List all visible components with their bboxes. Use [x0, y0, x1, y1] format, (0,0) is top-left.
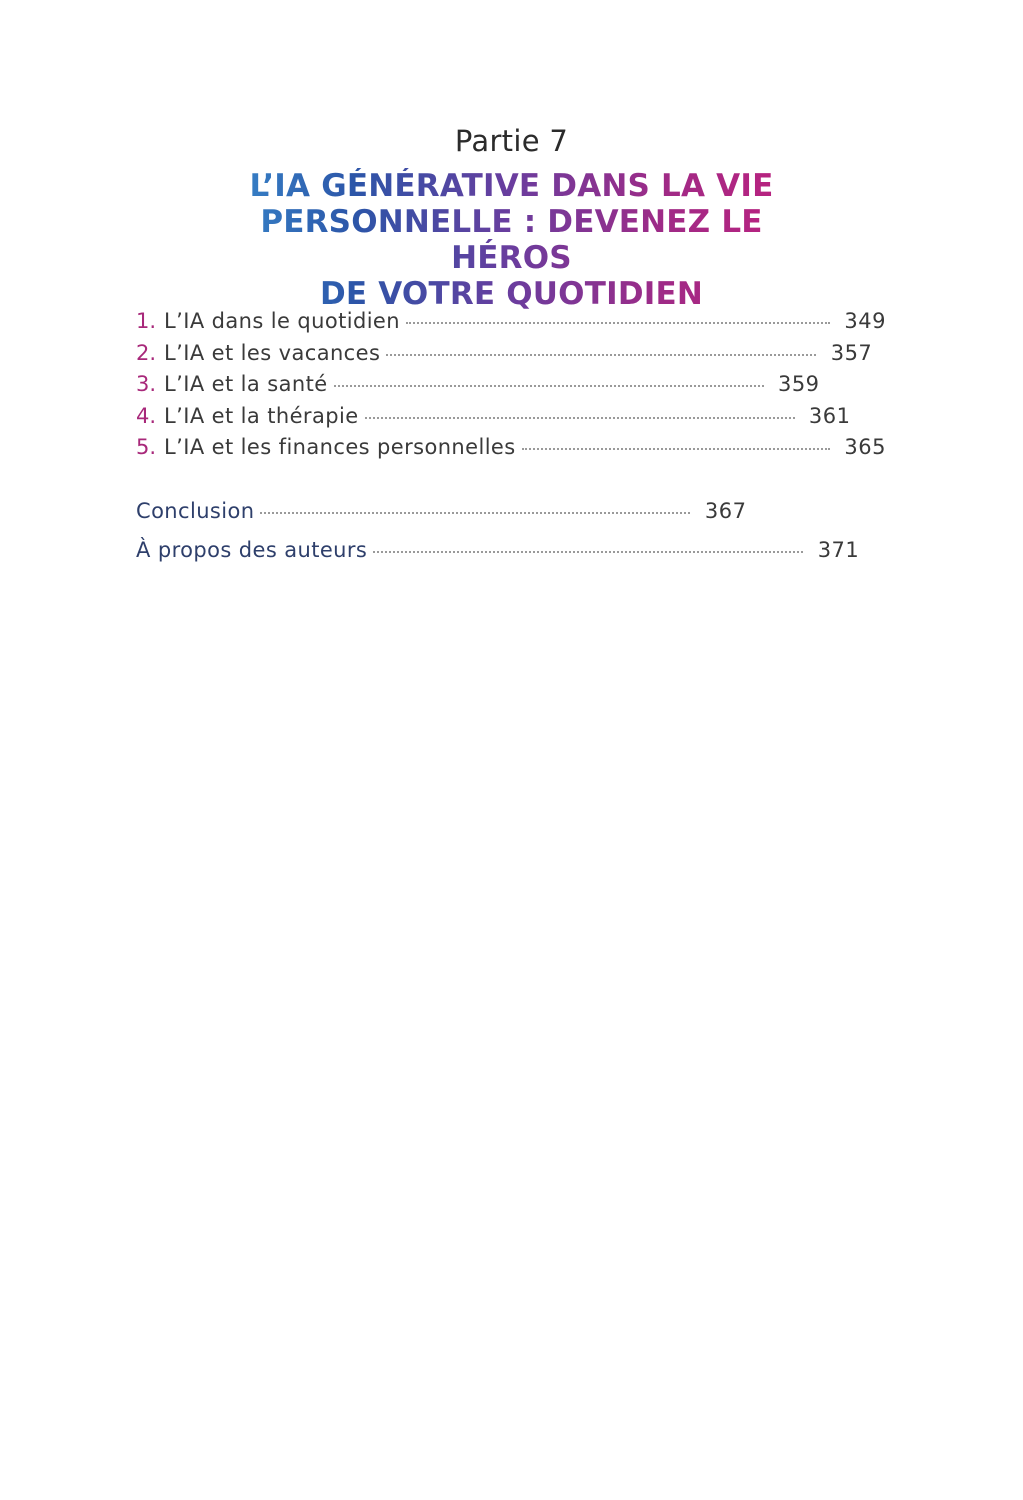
chapter-title: L’IA et les finances personnelles: [164, 435, 516, 459]
chapter-number: 4.: [136, 403, 157, 428]
chapter-title: L’IA dans le quotidien: [164, 309, 400, 333]
dot-leader: [365, 417, 795, 419]
page-number: 371: [817, 537, 860, 562]
back-matter-title: À propos des auteurs: [136, 537, 368, 562]
part-title: [200, 168, 823, 312]
chapter-number: 1.: [136, 309, 157, 333]
toc-entry-chapter-3[interactable]: [136, 372, 886, 404]
page-number: 361: [808, 403, 851, 428]
dot-leader: [386, 354, 816, 356]
toc-entry-chapter-2[interactable]: [136, 341, 886, 373]
page-number: 357: [830, 340, 873, 365]
page-number: 365: [844, 435, 886, 459]
back-matter-title: Conclusion: [136, 498, 255, 523]
chapter-number: 5.: [136, 435, 157, 459]
part-title-line: PERSONNELLE : DEVENEZ LE HÉROS: [260, 204, 763, 276]
dot-leader: [522, 448, 830, 450]
chapter-title: L’IA et la santé: [164, 372, 328, 396]
page-number: 359: [777, 372, 820, 396]
toc-entry-about-authors[interactable]: [136, 538, 886, 577]
chapter-number: 3.: [136, 372, 157, 396]
chapter-title: L’IA et la thérapie: [164, 403, 359, 428]
page-number: 367: [704, 498, 747, 523]
page-number: 349: [844, 309, 886, 333]
toc-entry-chapter-5[interactable]: [136, 435, 886, 467]
toc-entry-conclusion[interactable]: [136, 499, 886, 538]
chapter-title: L’IA et les vacances: [164, 340, 381, 365]
dot-leader: [406, 322, 830, 324]
toc-entry-chapter-1[interactable]: [136, 309, 886, 341]
dot-leader: [373, 551, 803, 553]
dot-leader: [334, 385, 764, 387]
toc-entry-chapter-4[interactable]: [136, 404, 886, 436]
part-label: Partie 7: [454, 124, 569, 158]
table-of-contents: [136, 309, 886, 577]
section-spacer: [136, 467, 886, 499]
chapter-number: 2.: [136, 340, 157, 365]
part-title-line: L’IA GÉNÉRATIVE DANS LA VIE: [249, 168, 774, 204]
part-title-line: DE VOTRE QUOTIDIEN: [319, 276, 704, 312]
dot-leader: [260, 512, 690, 514]
